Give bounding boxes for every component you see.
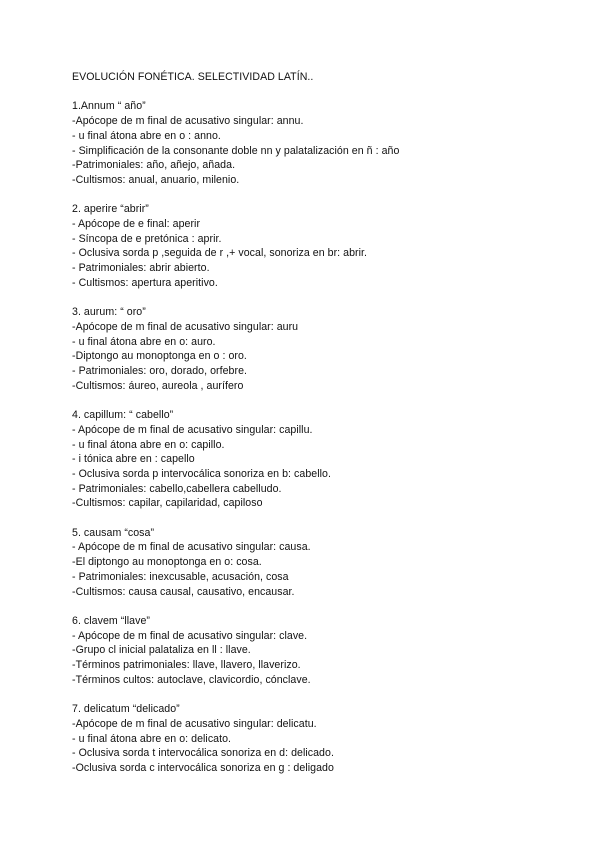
text-line: -Apócope de m final de acusativo singular: auru (72, 320, 299, 333)
section-4 (72, 408, 572, 511)
text-line: - u final átona abre en o: delicato. (72, 732, 232, 745)
text-line: -Oclusiva sorda c intervocálica sonoriza en g : deligado (72, 761, 334, 774)
section-3 (72, 305, 572, 393)
text-line: -Términos cultos: autoclave, clavicordio, cónclave. (72, 673, 311, 686)
section-heading: 7. delicatum “delicado” (72, 703, 180, 716)
section-heading: 4. capillum: “ cabello” (72, 409, 174, 422)
document-page (72, 70, 572, 790)
text-line: - i tónica abre en : capello (72, 453, 195, 466)
text-line: -Cultismos: capilar, capilaridad, capiloso (72, 497, 263, 510)
section-5 (72, 526, 572, 600)
text-line: -Apócope de m final de acusativo singular: delicatu. (72, 717, 317, 730)
text-line: -Diptongo au monoptonga en o : oro. (72, 350, 247, 363)
text-line: -Términos patrimoniales: llave, llavero, llaverizo. (72, 659, 301, 672)
section-heading: 3. aurum: “ oro” (72, 306, 146, 319)
section-heading: 2. aperire “abrir” (72, 203, 149, 216)
text-line: - u final átona abre en o: auro. (72, 335, 216, 348)
text-line: - Patrimoniales: abrir abierto. (72, 262, 210, 275)
text-line: -Apócope de m final de acusativo singular: annu. (72, 115, 304, 128)
text-line: - Oclusiva sorda t intervocálica sonoriza en d: delicado. (72, 747, 334, 760)
text-line: - Patrimoniales: cabello,cabellera cabelludo. (72, 482, 282, 495)
text-line: -Patrimoniales: año, añejo, añada. (72, 159, 236, 172)
text-line: - Apócope de m final de acusativo singular: clave. (72, 629, 308, 642)
page-title: EVOLUCIÓN FONÉTICA. SELECTIVIDAD LATÍN.. (72, 71, 314, 83)
text-line: -Grupo cl inicial palataliza en ll : llave. (72, 644, 251, 657)
text-line: -Cultismos: causa causal, causativo, encausar. (72, 585, 295, 598)
text-line: -El diptongo au monoptonga en o: cosa. (72, 556, 262, 569)
text-line: - Síncopa de e pretónica : aprir. (72, 232, 222, 245)
section-1 (72, 99, 572, 187)
text-line: - Patrimoniales: inexcusable, acusación, cosa (72, 570, 289, 583)
section-heading: 1.Annum “ año” (72, 100, 146, 113)
text-line: -Cultismos: anual, anuario, milenio. (72, 173, 240, 186)
text-line: - Patrimoniales: oro, dorado, orfebre. (72, 365, 248, 378)
text-line: - Simplificación de la consonante doble nn y palatalización en ñ : año (72, 144, 400, 157)
section-2 (72, 202, 572, 290)
text-line: - Oclusiva sorda p intervocálica sonoriza en b: cabello. (72, 467, 331, 480)
section-7 (72, 702, 572, 776)
text-line: - Apócope de e final: aperir (72, 218, 201, 230)
section-6 (72, 614, 572, 688)
section-heading: 5. causam “cosa” (72, 526, 155, 539)
text-line: - Apócope de m final de acusativo singular: capillu. (72, 423, 313, 436)
text-line: - u final átona abre en o : anno. (72, 129, 221, 142)
text-line: - u final átona abre en o: capillo. (72, 438, 225, 451)
text-line: -Cultismos: áureo, aureola , aurífero (72, 379, 244, 392)
text-line: - Apócope de m final de acusativo singular: causa. (72, 541, 311, 554)
section-heading: 6. clavem “llave” (72, 614, 150, 627)
text-line: - Cultismos: apertura aperitivo. (72, 276, 218, 289)
text-line: - Oclusiva sorda p ,seguida de r ,+ vocal, sonoriza en br: abrir. (72, 247, 368, 260)
